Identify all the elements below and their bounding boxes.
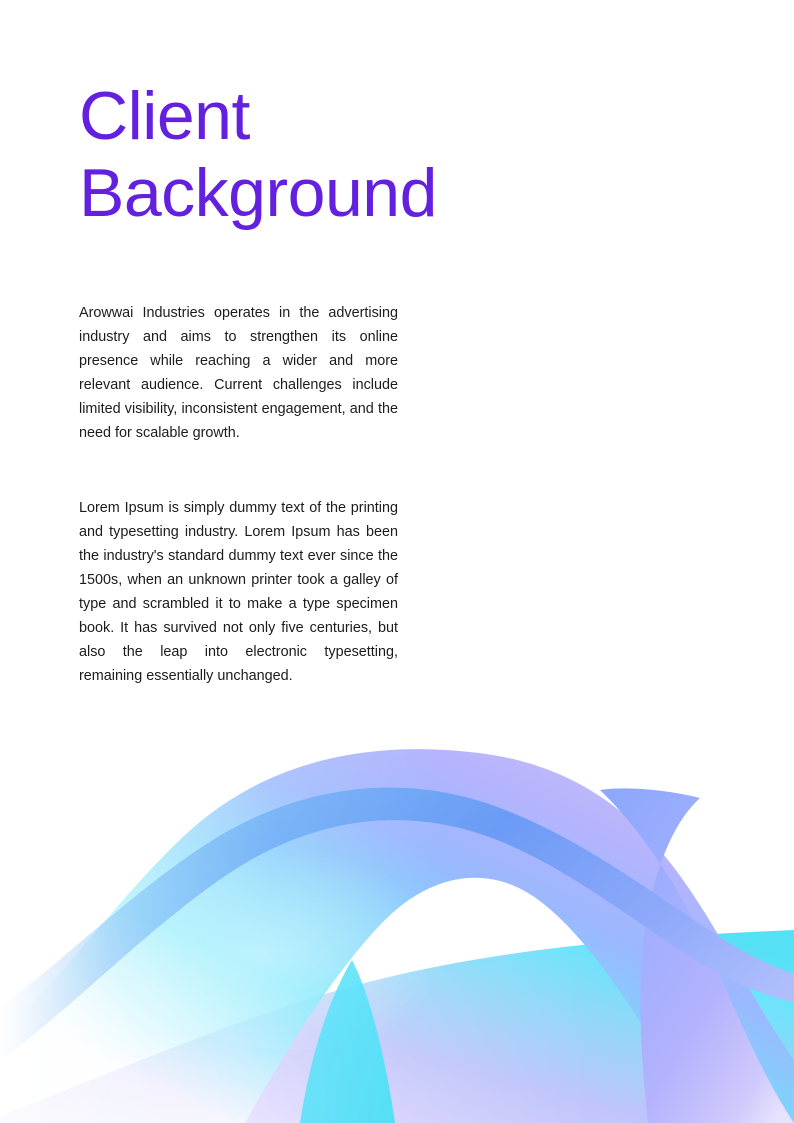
wave-layer-glow — [110, 820, 490, 1050]
page-title-line-1: Client — [79, 78, 250, 154]
paragraph-2: Lorem Ipsum is simply dummy text of the printing and typesetting industry. Lorem Ipsum has been the industry's standard dummy text ever since the 1500s, when an unknown printer took a galley of type and scrambled it to make a type specimen book. It has survived not only five centuries, but also the leap into electronic typesetting, remaining essentially unchanged. — [79, 499, 398, 685]
paragraph-1: Arowwai Industries operates in the advertising industry and aims to strengthen its online presence while reaching a wider and more relevant audience. Current challenges include limited visibility, inconsistent engagement, and the need for scalable growth. — [79, 305, 398, 442]
wave-layer-tail — [300, 960, 395, 1123]
page-title-line-2: Background — [79, 155, 437, 231]
wave-layer-main — [0, 749, 794, 1123]
page-title — [79, 78, 599, 232]
wave-layer-right — [600, 788, 794, 1123]
body-content — [79, 301, 398, 688]
wave-layer-ribbon — [0, 788, 794, 1068]
wave-layer-sweep — [0, 930, 794, 1123]
